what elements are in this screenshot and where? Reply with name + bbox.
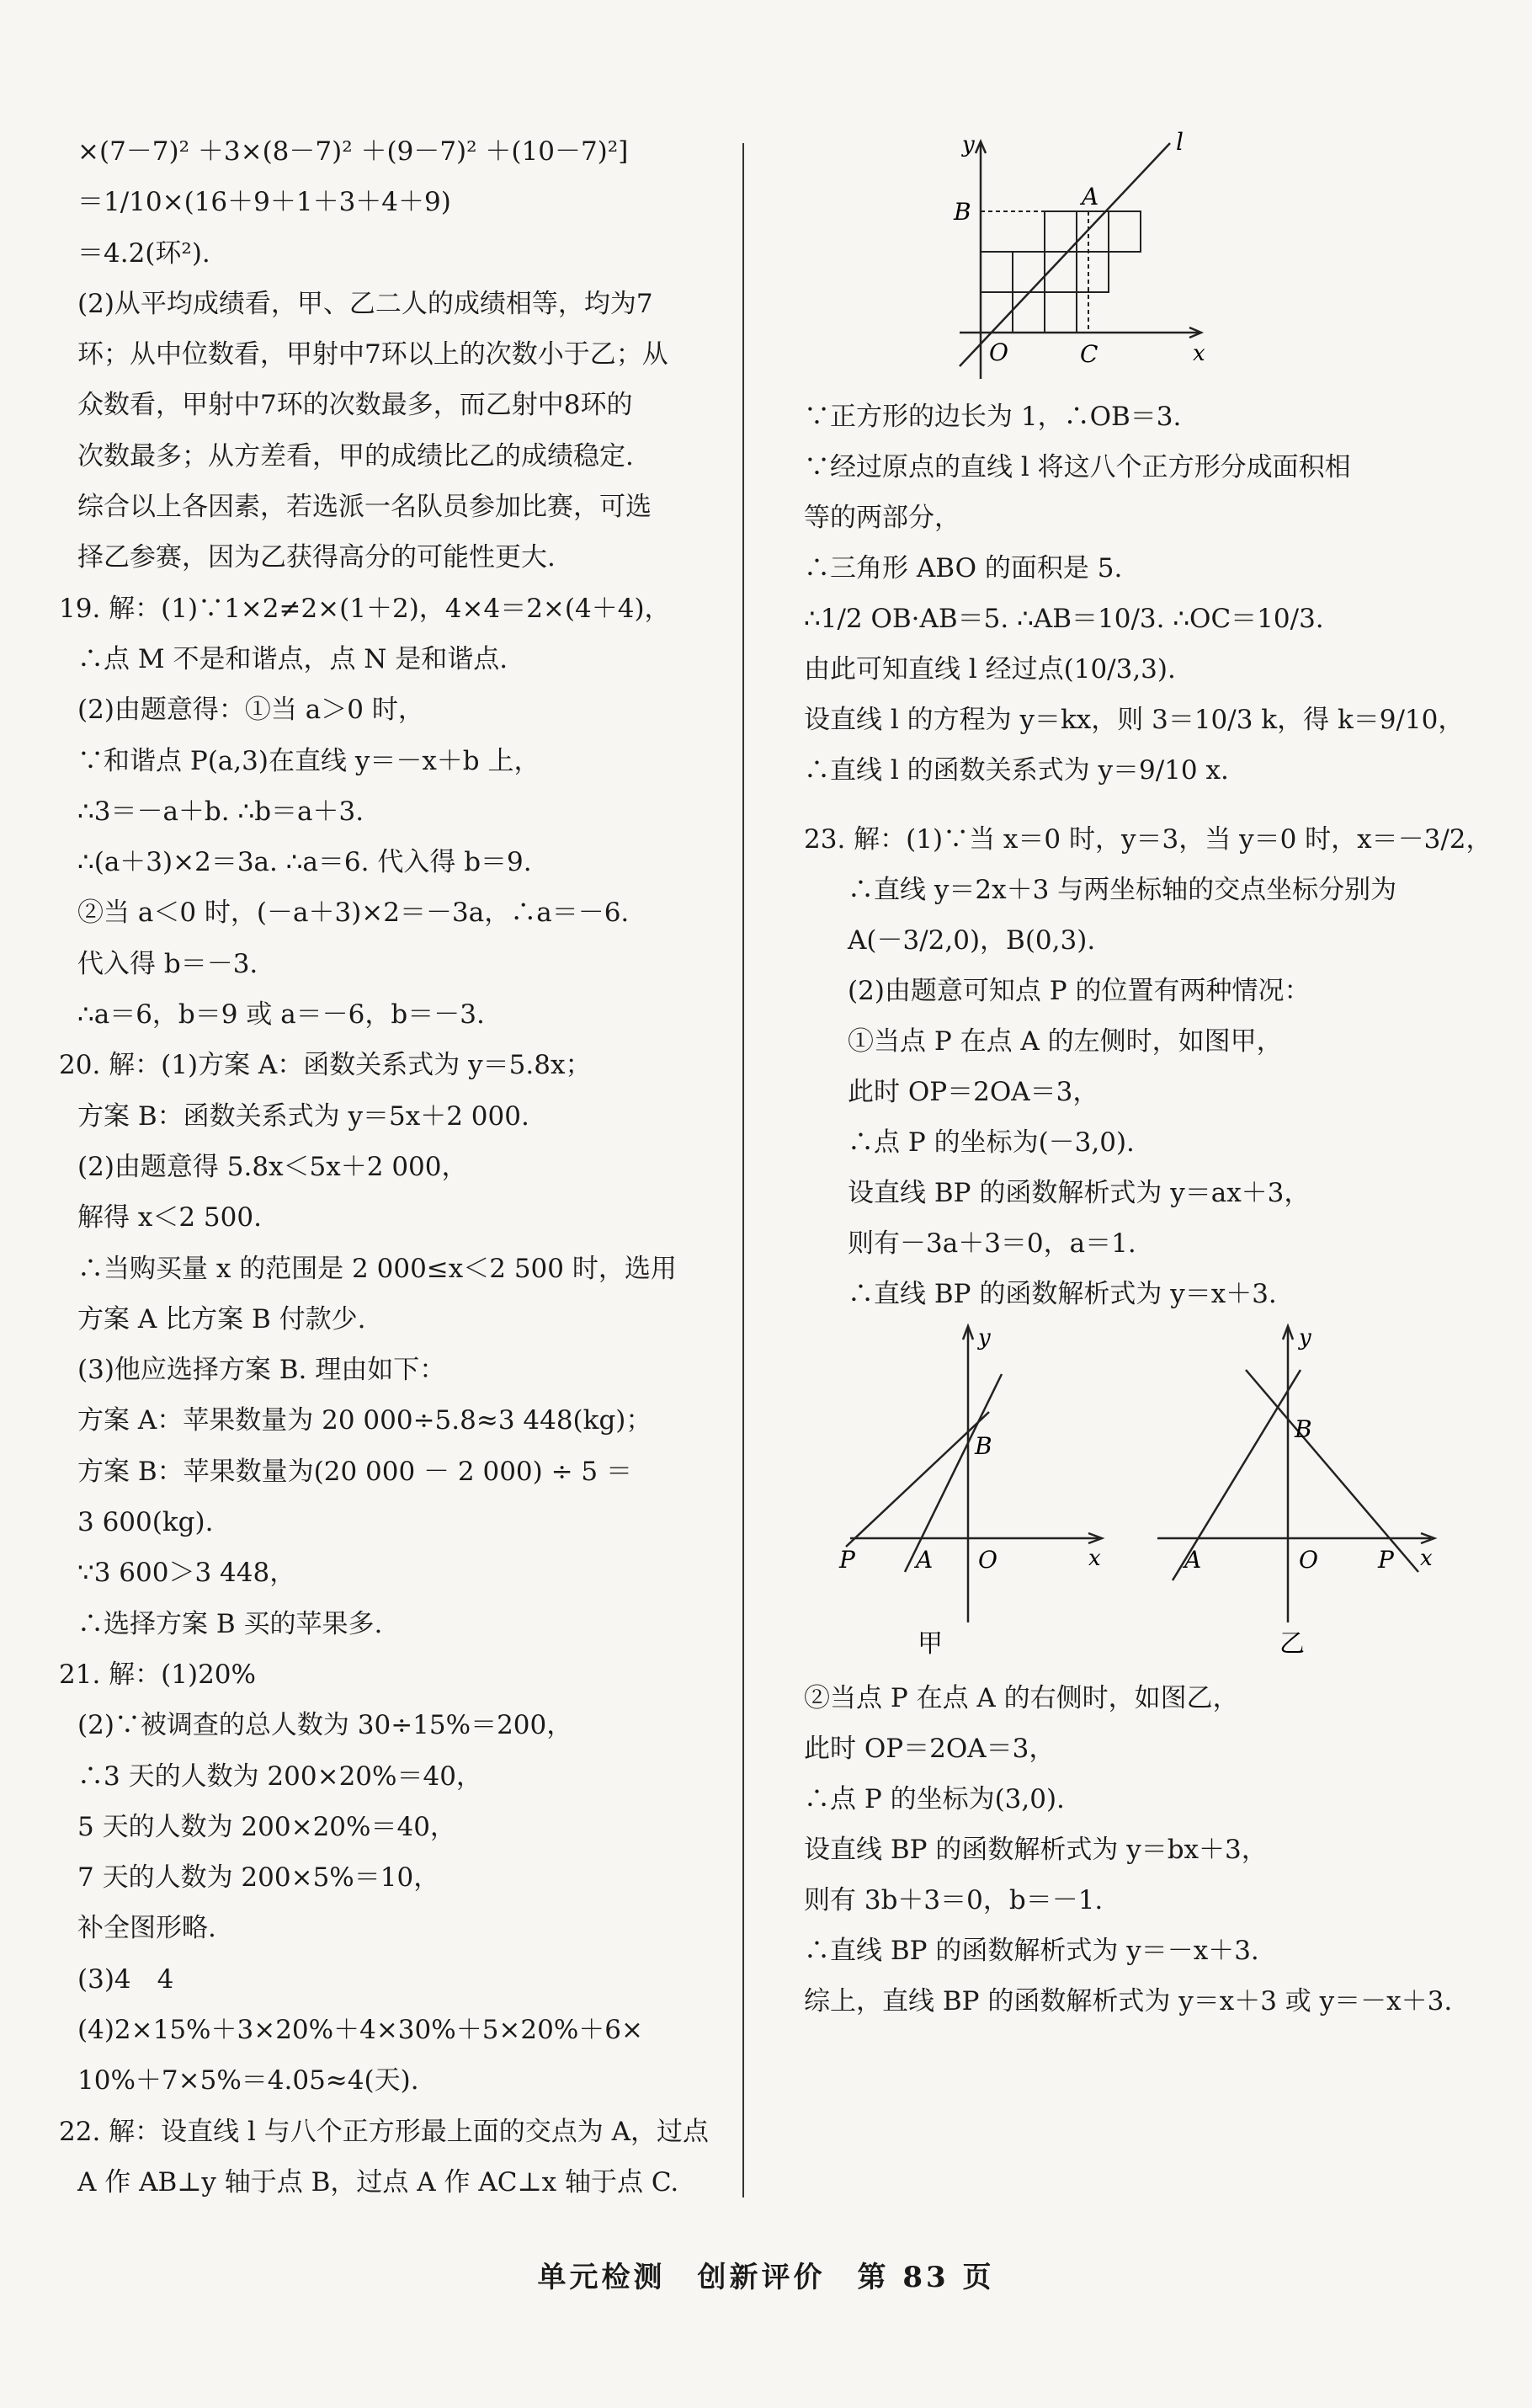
q22-solution-line: ∵经过原点的直线 l 将这八个正方形分成面积相	[804, 452, 1351, 482]
left-column-line: 方案 A 比方案 B 付款少.	[77, 1303, 366, 1335]
left-column-line: 20. 解：(1)方案 A：函数关系式为 y＝5.8x；	[59, 1050, 592, 1081]
line-BP-yi	[1246, 1370, 1418, 1572]
q23-solution-cont-line: 综上，直线 BP 的函数解析式为 y＝x＋3 或 y＝－x＋3.	[804, 1986, 1453, 2016]
caption-jia: 甲	[918, 1629, 943, 1659]
left-column-line: 21. 解：(1)20%	[59, 1659, 256, 1690]
left-column-line: (2)由题意得 5.8x＜5x＋2 000，	[77, 1151, 468, 1182]
q22-solution-line: ∵正方形的边长为 1，∴OB＝3.	[804, 402, 1182, 432]
left-column-line: 解得 x＜2 500.	[77, 1202, 262, 1233]
svg-text:y: y	[1299, 1325, 1311, 1351]
q23-solution-line: ∴点 P 的坐标为(－3,0).	[848, 1127, 1135, 1158]
left-column-line: ∴选择方案 B 买的苹果多.	[77, 1608, 383, 1639]
q23-solution-cont-line: ②当点 P 在点 A 的右侧时，如图乙，	[804, 1683, 1239, 1713]
figure-yi	[1157, 1325, 1434, 1659]
left-column-line: 方案 B：函数关系式为 y＝5x＋2 000.	[77, 1100, 529, 1132]
left-column-line: ∴a＝6，b＝9 或 a＝－6，b＝－3.	[77, 999, 485, 1031]
svg-text:O: O	[1299, 1546, 1318, 1574]
q22-solution-line: ∴1/2 OB·AB＝5. ∴AB＝10/3. ∴OC＝10/3.	[804, 604, 1324, 634]
q22-solution-line: 设直线 l 的方程为 y＝kx，则 3＝10/3 k，得 k＝9/10，	[804, 705, 1465, 735]
left-column	[59, 126, 732, 2208]
left-column-line: ②当 a＜0 时，(－a＋3)×2＝－3a，∴a＝－6.	[77, 898, 630, 929]
figure-pair	[821, 1319, 1460, 1673]
left-column-line: ∴点 M 不是和谐点，点 N 是和谐点.	[77, 643, 508, 674]
left-column-line: ＝4.2(环²).	[77, 237, 210, 269]
svg-text:P: P	[839, 1546, 855, 1574]
label-O: O	[989, 338, 1008, 366]
label-C: C	[1080, 340, 1098, 368]
left-column-line: 综合以上各因素，若选派一名队员参加比赛，可选	[77, 492, 652, 523]
left-column-line: (3)他应选择方案 B. 理由如下：	[77, 1355, 446, 1386]
left-column-line: ∴3＝－a＋b. ∴b＝a＋3.	[77, 796, 364, 827]
left-column-line: (2)从平均成绩看，甲、乙二人的成绩相等，均为7	[77, 288, 653, 319]
left-column-line: ∵3 600＞3 448，	[77, 1558, 296, 1589]
left-column-line: (4)2×15%＋3×20%＋4×30%＋5×20%＋6×	[77, 2014, 644, 2045]
svg-text:P: P	[1378, 1546, 1394, 1574]
svg-text:x: x	[1420, 1546, 1433, 1571]
q23-solution-line: 23. 解：(1)∵当 x＝0 时，y＝3，当 y＝0 时，x＝－3/2，	[804, 824, 1492, 855]
left-column-line: (2)由题意得：①当 a＞0 时，	[77, 695, 424, 726]
left-column-line: 择乙参赛，因为乙获得高分的可能性更大.	[77, 542, 556, 573]
q23-solution-cont-line: 此时 OP＝2OA＝3，	[804, 1734, 1056, 1764]
q23-solution-cont-line: ∴点 P 的坐标为(3,0).	[804, 1784, 1065, 1814]
figure-jia	[838, 1325, 1102, 1659]
label-l: l	[1176, 128, 1184, 156]
svg-text:A: A	[1184, 1546, 1202, 1574]
svg-text:y: y	[978, 1325, 991, 1351]
q23-solution-line: ∴直线 BP 的函数解析式为 y＝x＋3.	[848, 1279, 1277, 1309]
q23-solution-line: 则有－3a＋3＝0，a＝1.	[848, 1228, 1136, 1259]
svg-text:A: A	[916, 1546, 934, 1574]
q23-solution-line: A(－3/2,0)，B(0,3).	[848, 925, 1096, 956]
left-column-line: 22. 解：设直线 l 与八个正方形最上面的交点为 A，过点	[59, 2116, 710, 2147]
right-column	[804, 126, 1492, 2027]
left-column-line: A 作 AB⊥y 轴于点 B，过点 A 作 AC⊥x 轴于点 C.	[77, 2166, 679, 2198]
left-column-line: 3 600(kg).	[77, 1507, 214, 1538]
left-column-line: 方案 A：苹果数量为 20 000÷5.8≈3 448(kg)；	[77, 1405, 652, 1436]
q23-solution-line: ∴直线 y＝2x＋3 与两坐标轴的交点坐标分别为	[848, 875, 1397, 905]
left-column-line: ∴3 天的人数为 200×20%＝40，	[77, 1761, 482, 1792]
page-footer: 单元检测 创新评价 第 83 页	[537, 2261, 995, 2294]
left-column-line: ＝1/10×(16＋9＋1＋3＋4＋9)	[77, 187, 451, 218]
svg-text:x: x	[1088, 1546, 1101, 1571]
svg-text:B: B	[1295, 1415, 1312, 1443]
q22-solution-line: ∴三角形 ABO 的面积是 5.	[804, 553, 1123, 583]
q22-solution-line: 等的两部分，	[804, 503, 960, 533]
label-x: x	[1193, 341, 1205, 366]
column-divider	[742, 143, 744, 2198]
q22-solution-line: 由此可知直线 l 经过点(10/3,3).	[804, 654, 1176, 685]
left-column-line: 10%＋7×5%＝4.05≈4(天).	[77, 2065, 419, 2096]
q23-solution-cont-line: ∴直线 BP 的函数解析式为 y＝－x＋3.	[804, 1936, 1259, 1966]
q23-solution-line: (2)由题意可知点 P 的位置有两种情况：	[848, 976, 1311, 1006]
left-column-line: 7 天的人数为 200×5%＝10，	[77, 1862, 440, 1894]
figure-grid-squares	[947, 126, 1216, 392]
label-A: A	[1082, 183, 1099, 210]
left-column-line: ×(7－7)² ＋3×(8－7)² ＋(9－7)² ＋(10－7)²]	[77, 136, 629, 167]
left-column-line: ∴(a＋3)×2＝3a. ∴a＝6. 代入得 b＝9.	[77, 847, 532, 878]
left-column-line: 众数看，甲射中7环的次数最多，而乙射中8环的	[77, 390, 633, 421]
q22-solution-line: ∴直线 l 的函数关系式为 y＝9/10 x.	[804, 755, 1229, 786]
grid-squares	[981, 211, 1141, 333]
left-column-line: 代入得 b＝－3.	[77, 948, 258, 979]
left-column-line: ∵和谐点 P(a,3)在直线 y＝－x＋b 上，	[77, 745, 540, 776]
left-column-line: ∴当购买量 x 的范围是 2 000≤x＜2 500 时，选用	[77, 1253, 677, 1284]
label-y: y	[962, 132, 975, 157]
svg-text:B: B	[975, 1432, 992, 1460]
label-B: B	[954, 198, 971, 226]
left-column-line: 次数最多；从方差看，甲的成绩比乙的成绩稳定.	[77, 440, 634, 471]
q23-solution-cont-line: 则有 3b＋3＝0，b＝－1.	[804, 1885, 1104, 1915]
left-column-line: 19. 解：(1)∵1×2≠2×(1＋2)，4×4＝2×(4＋4)，	[59, 593, 671, 624]
left-column-line: (2)∵被调查的总人数为 30÷15%＝200，	[77, 1710, 573, 1741]
left-column-line: (3)4 4	[77, 1963, 174, 1995]
q23-solution-line: 此时 OP＝2OA＝3，	[848, 1077, 1099, 1107]
q23-solution-line: ①当点 P 在点 A 的左侧时，如图甲，	[848, 1026, 1283, 1057]
left-column-line: 补全图形略.	[77, 1913, 216, 1944]
line-y2x3-jia	[905, 1374, 1002, 1572]
q23-solution-cont-line: 设直线 BP 的函数解析式为 y＝bx＋3，	[804, 1835, 1268, 1865]
svg-text:O: O	[978, 1546, 997, 1574]
caption-yi: 乙	[1279, 1629, 1305, 1659]
left-column-line: 5 天的人数为 200×20%＝40，	[77, 1811, 456, 1842]
left-column-line: 环；从中位数看，甲射中7环以上的次数小于乙；从	[77, 339, 668, 370]
left-column-line: 方案 B：苹果数量为(20 000 － 2 000) ÷ 5 ＝	[77, 1456, 633, 1487]
q23-solution-line: 设直线 BP 的函数解析式为 y＝ax＋3，	[848, 1178, 1311, 1208]
